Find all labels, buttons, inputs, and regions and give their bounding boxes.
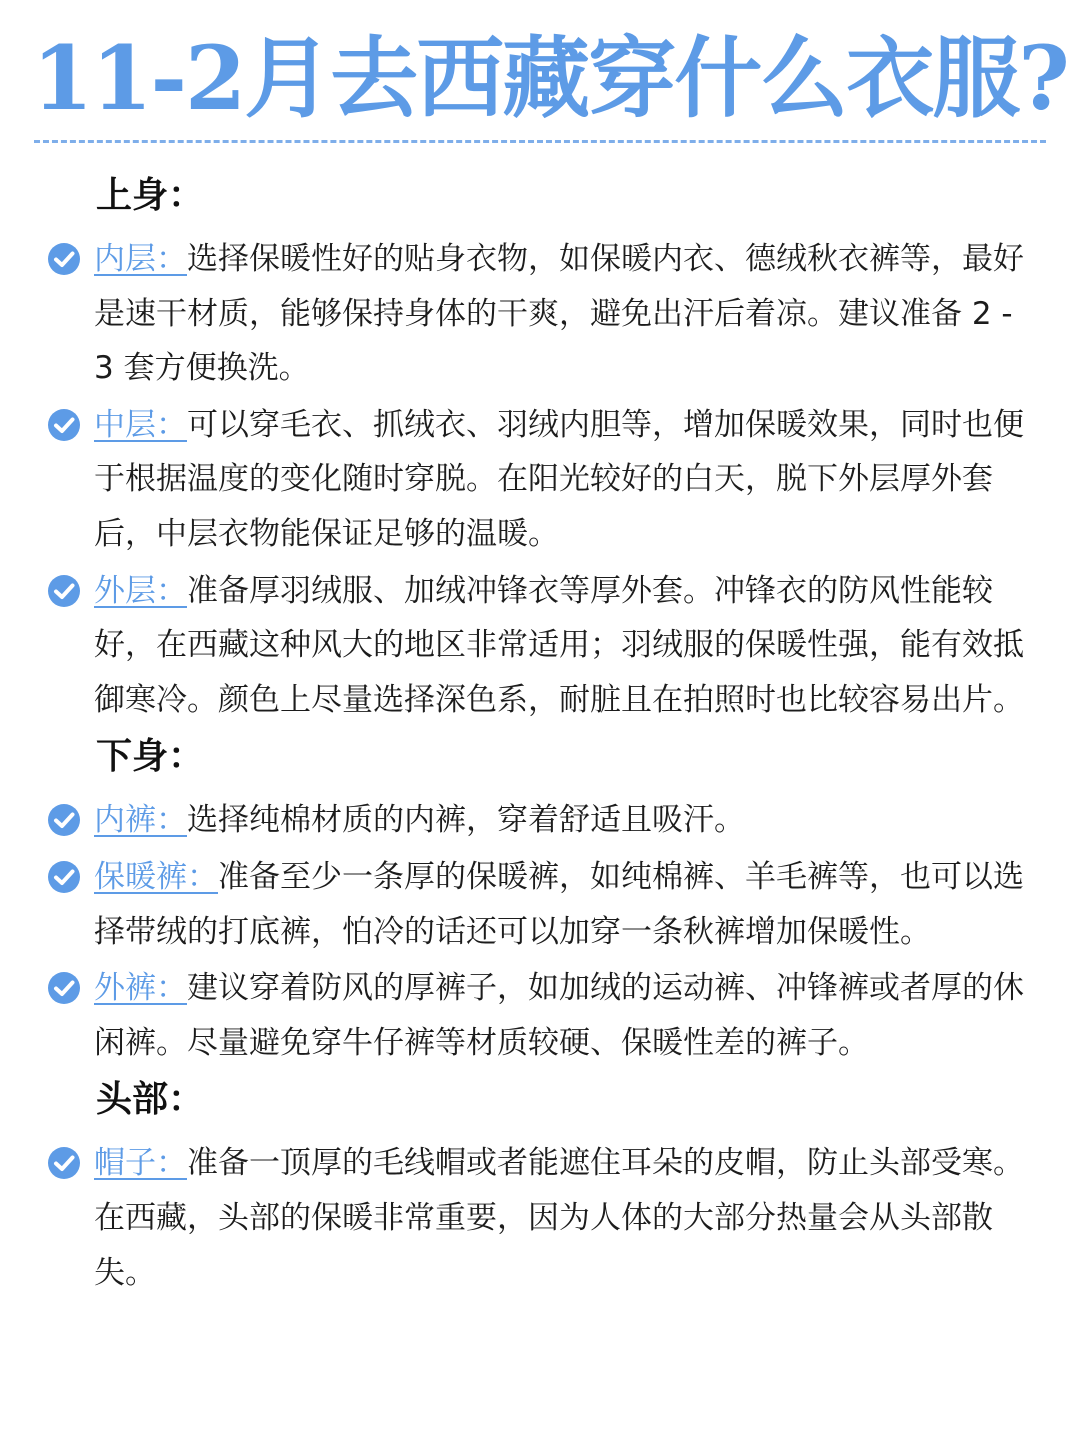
check-circle-icon: [46, 573, 82, 609]
page-title: 11-2月去西藏穿什么衣服?: [32, 26, 1068, 130]
list-item: [94, 793, 1024, 848]
item-text: 准备至少一条厚的保暖裤，如纯棉裤、羊毛裤等，也可以选择带绒的打底裤，怕冷的话还可以加穿一条秋裤增加保暖性。: [94, 858, 1024, 950]
item-label: 帽子：: [94, 1145, 187, 1182]
item-text: 可以穿毛衣、抓绒衣、羽绒内胆等，增加保暖效果，同时也便于根据温度的变化随时穿脱。在阳光较好的白天，脱下外层厚外套后，中层衣物能保证足够的温暖。: [94, 406, 1024, 552]
item-label: 外裤：: [94, 970, 187, 1007]
item-text: 准备厚羽绒服、加绒冲锋衣等厚外套。冲锋衣的防风性能较好，在西藏这种风大的地区非常适用；羽绒服的保暖性强，能有效抵御寒冷。颜色上尽量选择深色系，耐脏且在拍照时也比较容易出片。: [94, 572, 1024, 718]
item-text: 准备一顶厚的毛线帽或者能遮住耳朵的皮帽，防止头部受寒。在西藏，头部的保暖非常重要，因为人体的大部分热量会从头部散失。: [94, 1145, 1024, 1291]
list-item: [94, 564, 1024, 728]
list-item: [94, 961, 1024, 1070]
check-circle-icon: [46, 241, 82, 277]
section-head: [0, 1072, 1080, 1300]
list-item: [94, 232, 1024, 396]
dashed-divider: [34, 140, 1046, 143]
list-item: [94, 398, 1024, 562]
item-label: 中层：: [94, 406, 187, 443]
check-circle-icon: [46, 407, 82, 443]
section-heading: 头部：: [96, 1079, 205, 1121]
item-label: 内裤：: [94, 802, 187, 839]
check-circle-icon: [46, 970, 82, 1006]
item-text: 选择纯棉材质的内裤，穿着舒适且吸汗。: [187, 802, 745, 839]
section-heading: 下身：: [96, 736, 205, 778]
list-item: [94, 1136, 1024, 1300]
check-circle-icon: [46, 859, 82, 895]
section-lower-body: [0, 729, 1080, 1070]
section-upper-body: [0, 168, 1080, 727]
check-circle-icon: [46, 802, 82, 838]
item-label: 内层：: [94, 241, 187, 277]
check-circle-icon: [46, 1145, 82, 1181]
item-text: 建议穿着防风的厚裤子，如加绒的运动裤、冲锋裤或者厚的休闲裤。尽量避免穿牛仔裤等材质较硬、保暖性差的裤子。: [94, 970, 1024, 1061]
item-label: 外层：: [94, 572, 187, 609]
item-text: 选择保暖性好的贴身衣物，如保暖内衣、德绒秋衣裤等，最好是速干材质，能够保持身体的干爽，避免出汗后着凉。建议准备 2 - 3 套方便换洗。: [94, 241, 1024, 387]
content: [0, 168, 1080, 1302]
item-label: 保暖裤：: [94, 858, 218, 895]
section-heading: 上身：: [96, 175, 205, 216]
list-item: [94, 850, 1024, 959]
